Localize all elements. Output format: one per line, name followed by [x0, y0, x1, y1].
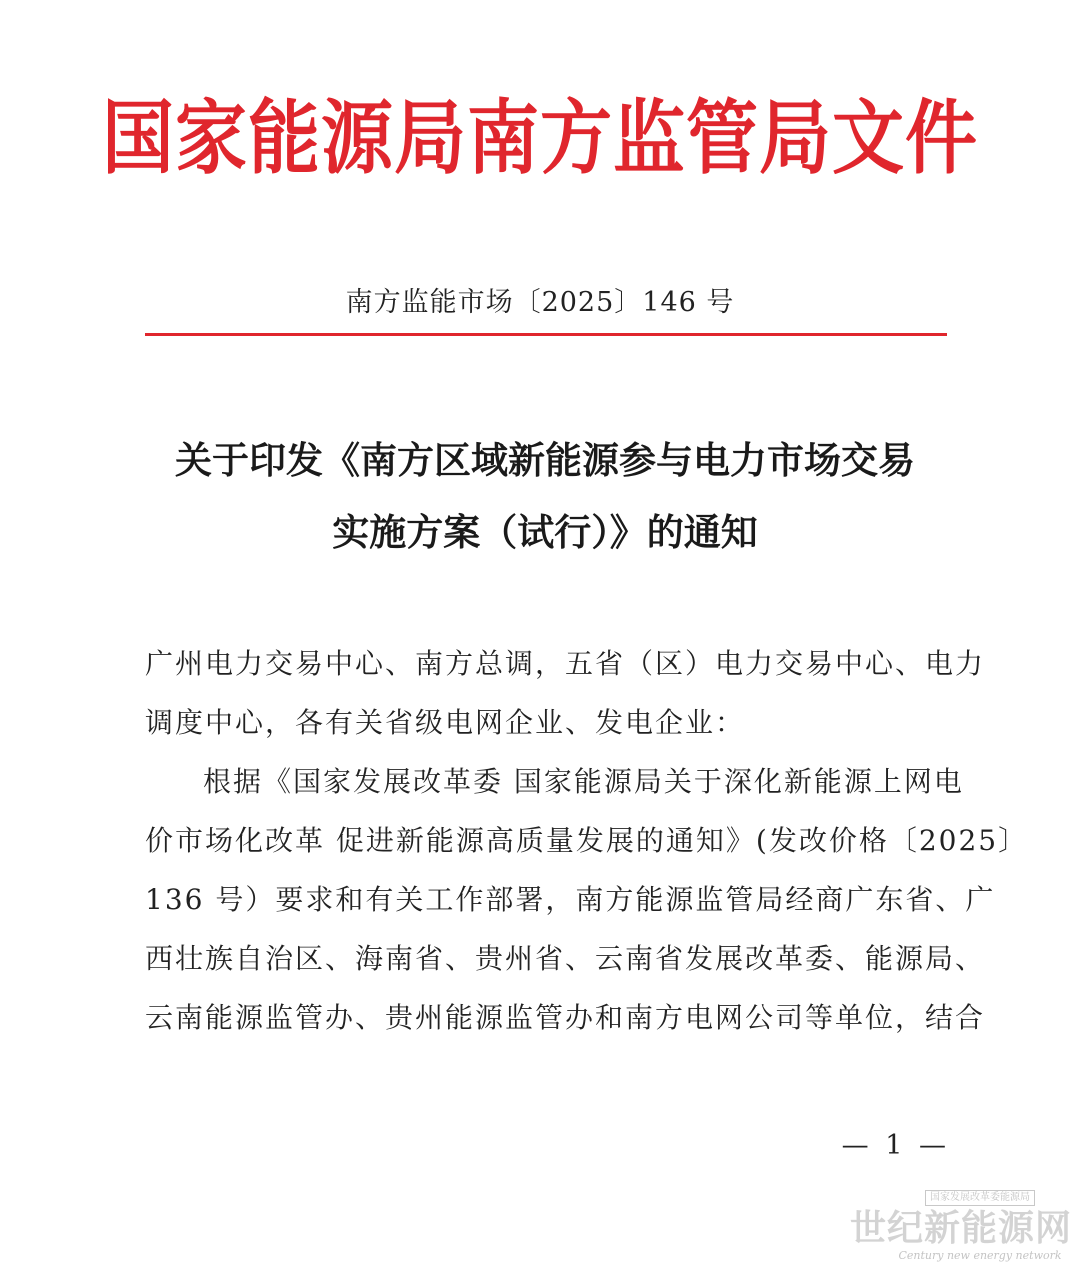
recipients-line: 调度中心，各有关省级电网企业、发电企业：	[145, 706, 746, 739]
red-divider-line	[145, 333, 947, 336]
watermark-small-caption: 国家发展改革委能源局	[925, 1190, 1035, 1206]
page-number: — 1 —	[841, 1130, 950, 1161]
issuing-authority-header: 国家能源局南方监管局文件	[101, 90, 978, 186]
watermark-subtitle: Century new energy network	[898, 1249, 1062, 1262]
notice-title-line: 实施方案（试行）》的通知	[332, 511, 758, 554]
body-paragraph-line: 价市场化改革 促进新能源高质量发展的通知》(发改价格〔2025〕	[145, 824, 1029, 857]
body-paragraph-line: 云南能源监管办、贵州能源监管办和南方电网公司等单位，结合	[145, 1001, 986, 1034]
site-watermark	[850, 1185, 1073, 1262]
notice-title	[120, 425, 970, 569]
watermark-logo-text: 世纪新能源网	[850, 1207, 1073, 1249]
notice-body	[145, 634, 1029, 1047]
notice-title-line: 关于印发《南方区域新能源参与电力市场交易	[175, 439, 915, 482]
recipients-line: 广州电力交易中心、南方总调，五省（区）电力交易中心、电力	[145, 647, 986, 680]
body-paragraph-line: 136 号）要求和有关工作部署，南方能源监管局经商广东省、广	[145, 883, 996, 916]
body-paragraph-line: 西壮族自治区、海南省、贵州省、云南省发展改革委、能源局、	[145, 942, 986, 975]
document-number: 南方监能市场〔2025〕146 号	[345, 287, 735, 318]
body-paragraph-line: 根据《国家发展改革委 国家能源局关于深化新能源上网电	[203, 765, 964, 798]
